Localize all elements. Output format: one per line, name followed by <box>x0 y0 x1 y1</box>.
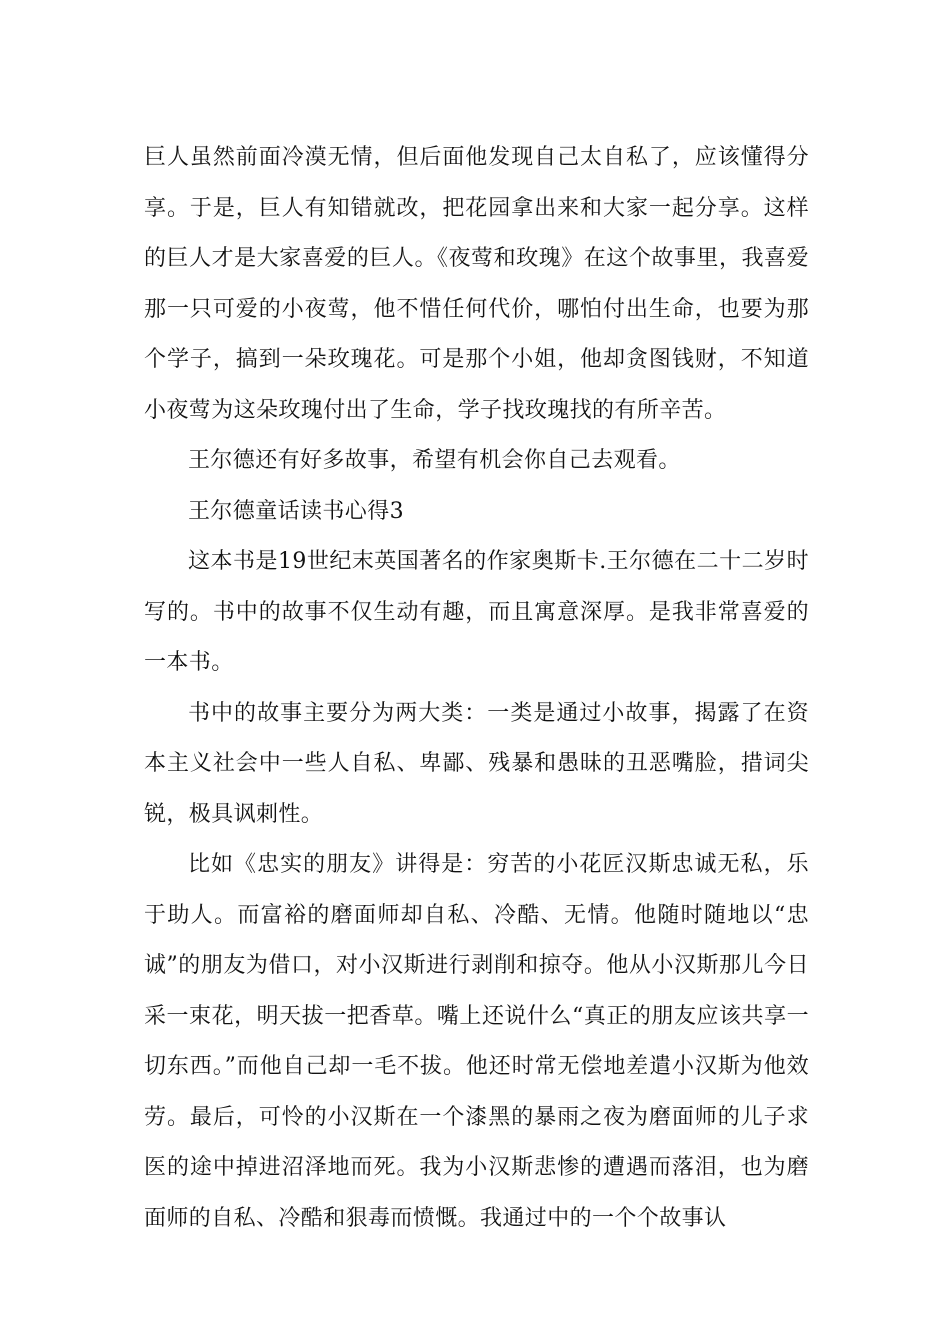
paragraph-faithful-friend: 比如《忠实的朋友》讲得是：穷苦的小花匠汉斯忠诚无私，乐于助人。而富裕的磨面师却自私、冷酷、无情。他随时随地以“忠诚”的朋友为借口，对小汉斯进行剥削和掠夺。他从小汉斯那儿今日采一束花，明天拔一把香草。嘴上还说什么“真正的朋友应该共享一切东西。”而他自己却一毛不拔。他还时常无偿地差遣小汉斯为他效劳。最后，可怜的小汉斯在一个漆黑的暴雨之夜为磨面师的儿子求医的途中掉进沼泽地而死。我为小汉斯悲惨的遭遇而落泪，也为磨面师的自私、冷酷和狠毒而愤慨。我通过中的一个个故事认 <box>144 852 809 1231</box>
paragraph-book-intro: 这本书是19世纪末英国著名的作家奥斯卡.王尔德在二十二岁时写的。书中的故事不仅生动有趣，而且寓意深厚。是我非常喜爱的一本书。 <box>144 549 809 675</box>
section-heading: 王尔德童话读书心得3 <box>188 498 404 524</box>
paragraph-more-stories: 王尔德还有好多故事，希望有机会你自己去观看。 <box>188 448 681 473</box>
paragraph-story-categories: 书中的故事主要分为两大类：一类是通过小故事，揭露了在资本主义社会中一些人自私、卑鄙、残暴和愚昧的丑恶嘴脸，措词尖锐，极具讽刺性。 <box>144 700 809 827</box>
paragraph-giant-story: 巨人虽然前面冷漠无情，但后面他发现自己太自私了，应该懂得分享。于是，巨人有知错就改，把花园拿出来和大家一起分享。这样的巨人才是大家喜爱的巨人。《夜莺和玫瑰》在这个故事里，我喜爱那一只可爱的小夜莺，他不惜任何代价，哪怕付出生命，也要为那个学子，搞到一朵玫瑰花。可是那个小姐，他却贪图钱财，不知道小夜莺为这朵玫瑰付出了生命，学子找玫瑰找的有所辛苦。 <box>144 145 809 423</box>
document-body <box>144 133 809 1244</box>
